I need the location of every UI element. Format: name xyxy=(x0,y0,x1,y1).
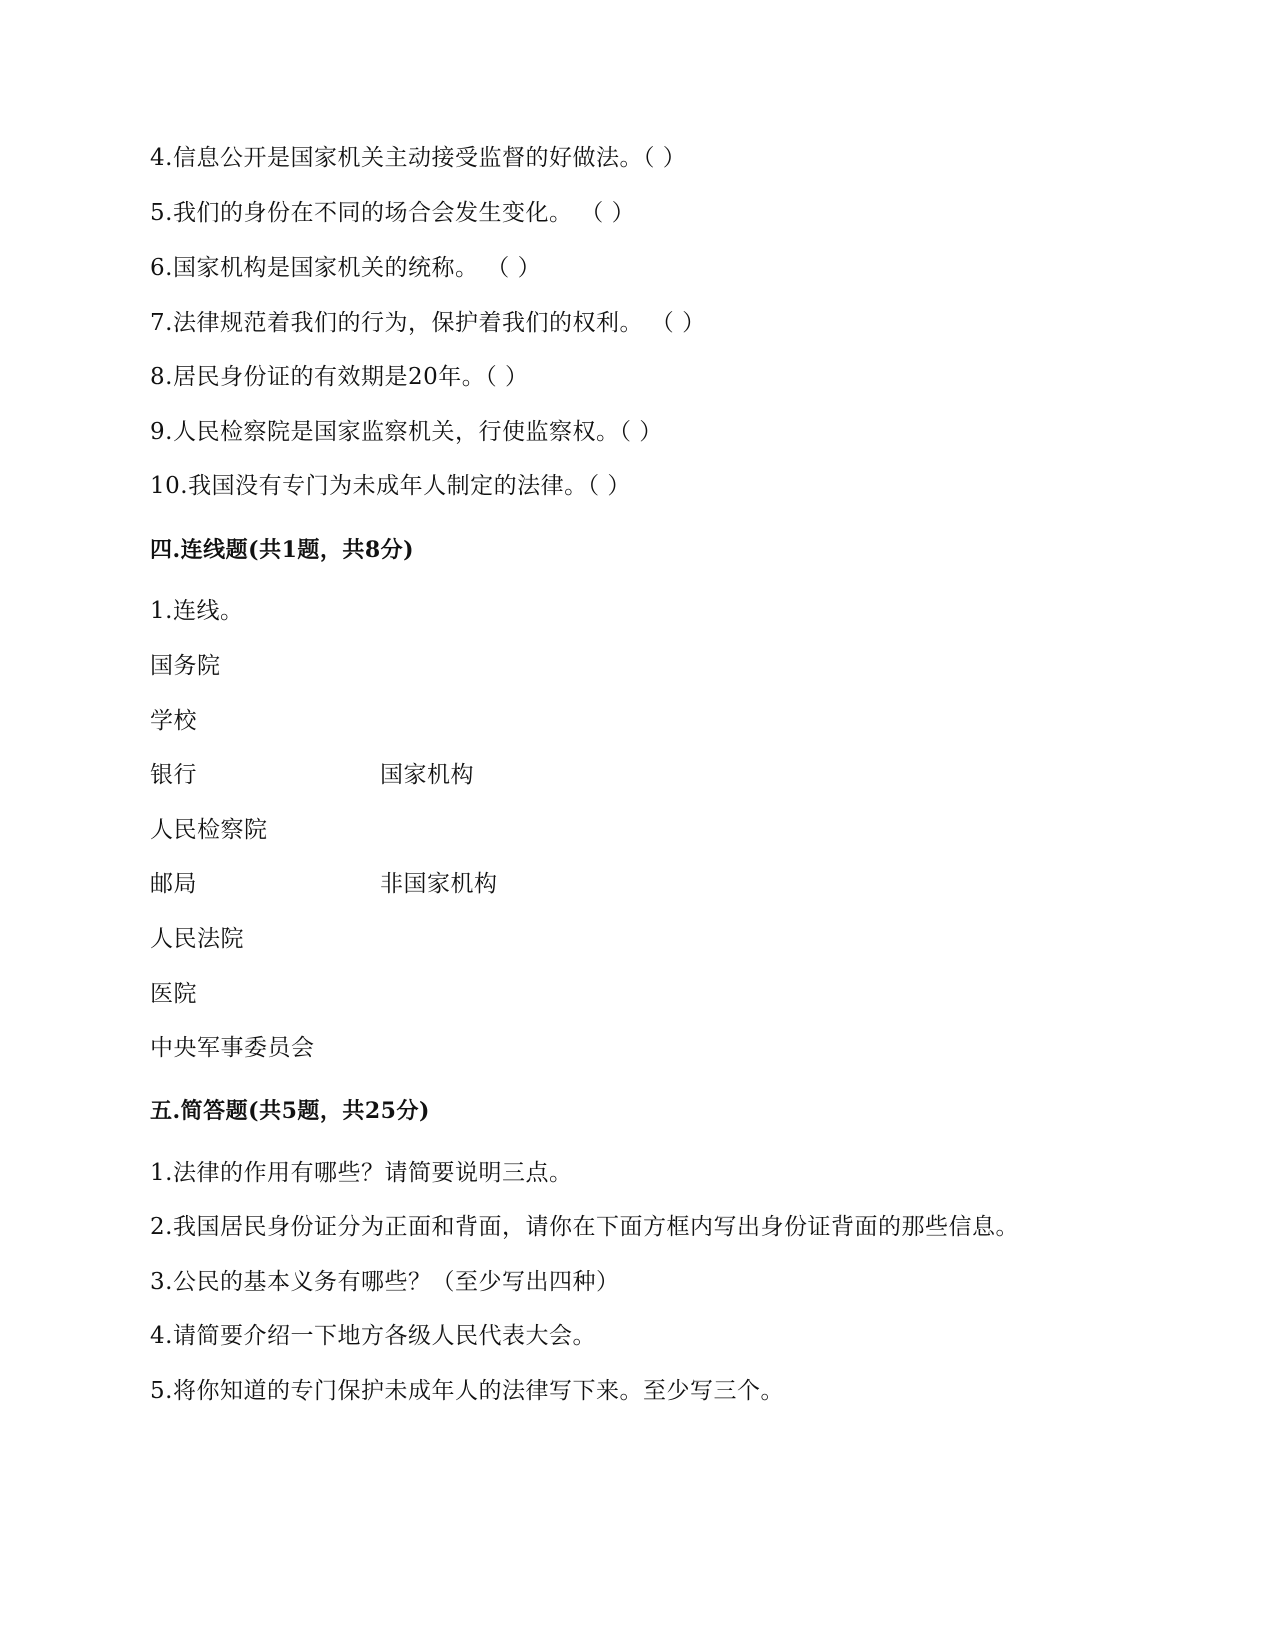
judgement-item-6: 6.国家机构是国家机关的统称。 （ ） xyxy=(150,255,542,281)
matching-left-item: 人民检察院 xyxy=(150,817,268,843)
short-answer-item-5: 5.将你知道的专门保护未成年人的法律写下来。至少写三个。 xyxy=(150,1378,784,1404)
short-answer-item-2: 2.我国居民身份证分为正面和背面，请你在下面方框内写出身份证背面的那些信息。 xyxy=(150,1214,1019,1240)
matching-left-item: 国务院 xyxy=(150,653,221,679)
matching-left-item: 医院 xyxy=(150,981,197,1007)
judgement-item-4: 4.信息公开是国家机关主动接受监督的好做法。（ ） xyxy=(150,145,687,171)
section-heading-short-answer: 五.简答题(共5题，共25分) xyxy=(150,1098,430,1124)
short-answer-item-3: 3.公民的基本义务有哪些？（至少写出四种） xyxy=(150,1269,620,1295)
matching-right-item: 非国家机构 xyxy=(380,871,498,897)
matching-right-item: 国家机构 xyxy=(380,762,474,788)
short-answer-item-1: 1.法律的作用有哪些？请简要说明三点。 xyxy=(150,1160,573,1186)
section-heading-matching: 四.连线题(共1题，共8分) xyxy=(150,537,415,563)
matching-question: 1.连线。 xyxy=(150,598,244,624)
matching-left-item: 邮局 xyxy=(150,871,197,897)
judgement-item-9: 9.人民检察院是国家监察机关，行使监察权。（ ） xyxy=(150,419,663,445)
matching-left-item: 学校 xyxy=(150,708,197,734)
matching-left-item: 人民法院 xyxy=(150,926,244,952)
short-answer-item-4: 4.请简要介绍一下地方各级人民代表大会。 xyxy=(150,1323,596,1349)
judgement-item-5: 5.我们的身份在不同的场合会发生变化。 （ ） xyxy=(150,200,636,226)
judgement-item-10: 10.我国没有专门为未成年人制定的法律。（ ） xyxy=(150,473,631,499)
judgement-item-8: 8.居民身份证的有效期是20年。（ ） xyxy=(150,364,529,390)
judgement-item-7: 7.法律规范着我们的行为，保护着我们的权利。 （ ） xyxy=(150,310,706,336)
matching-left-item: 中央军事委员会 xyxy=(150,1035,315,1061)
matching-left-item: 银行 xyxy=(150,762,197,788)
